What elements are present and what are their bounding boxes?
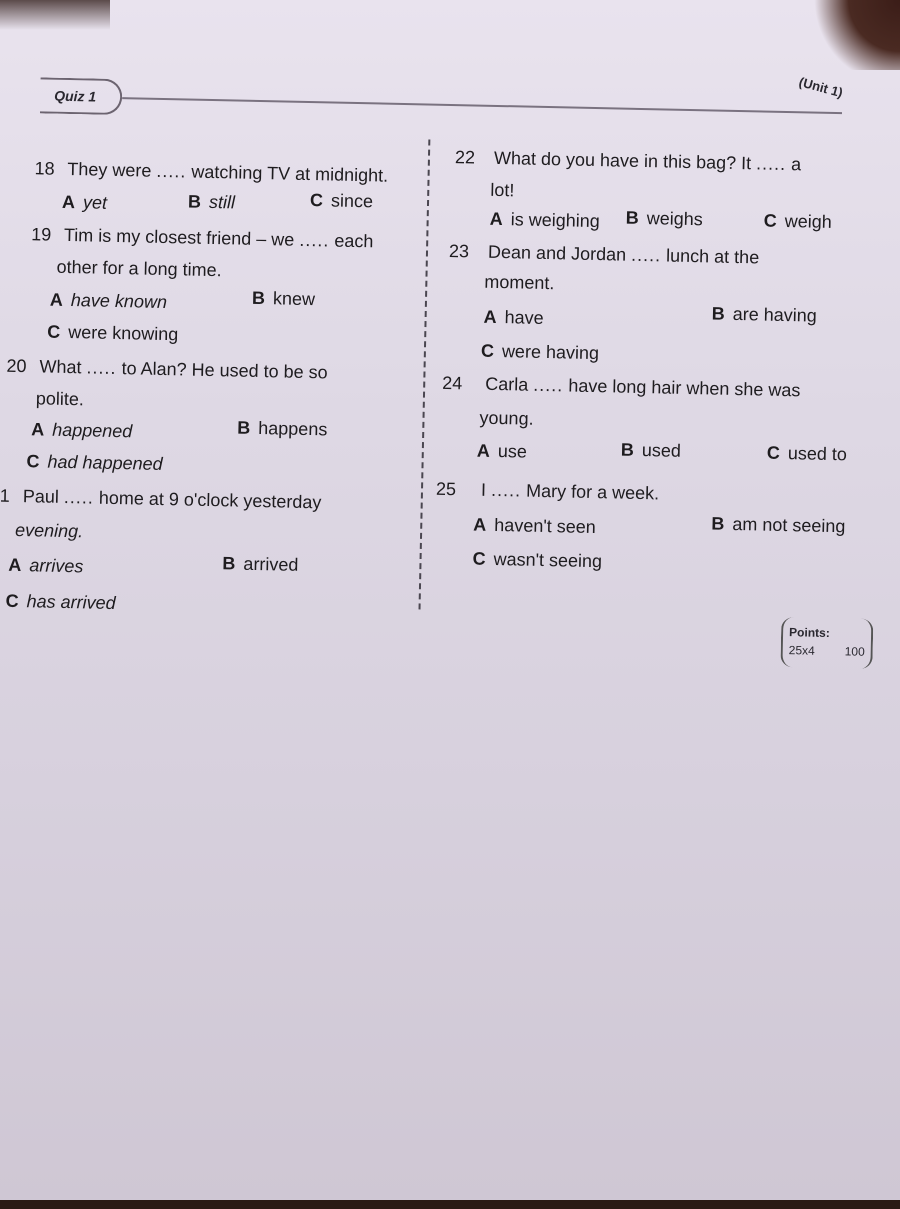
- question-number: 24: [442, 372, 463, 394]
- option-letter: A: [61, 191, 76, 213]
- option-letter: B: [625, 207, 639, 228]
- quiz-badge: [40, 77, 123, 115]
- option-19-a: [50, 290, 167, 313]
- question-21-continued: [15, 521, 83, 540]
- option-22-a: [489, 209, 599, 232]
- question-text: evening.: [14, 519, 84, 542]
- option-letter: B: [222, 553, 236, 574]
- option-23-a: [483, 307, 543, 329]
- option-20-b: [237, 418, 327, 441]
- blank-dots: .....: [755, 153, 787, 175]
- option-letter: A: [8, 554, 22, 576]
- blank-dots: .....: [156, 160, 187, 182]
- option-letter: C: [5, 590, 19, 612]
- question-text: I: [480, 479, 487, 500]
- option-text: are having: [732, 303, 818, 326]
- option-20-a: [31, 419, 133, 442]
- option-text: happened: [51, 419, 133, 442]
- question-18: [34, 159, 388, 184]
- option-letter: B: [251, 287, 266, 309]
- question-text: moment.: [484, 271, 555, 294]
- option-text: had happened: [47, 451, 163, 475]
- option-18-c: [310, 190, 373, 212]
- option-text: wasn't seeing: [493, 548, 603, 572]
- question-text: polite.: [35, 388, 85, 410]
- question-22-continued: [490, 181, 514, 199]
- question-text: Tim is my closest friend – we: [63, 224, 295, 250]
- question-text: lot!: [490, 179, 515, 201]
- option-text: used: [641, 440, 682, 461]
- question-23: [449, 242, 760, 266]
- question-number: 20: [6, 355, 27, 377]
- option-25-a: [473, 515, 596, 539]
- question-text: other for a long time.: [56, 256, 222, 281]
- option-24-b: [621, 440, 681, 462]
- option-text: haven't seen: [494, 514, 597, 538]
- question-text: watching TV at midnight.: [191, 161, 389, 186]
- option-text: have: [504, 307, 544, 328]
- unit-tag: (Unit 1): [797, 74, 845, 101]
- header-rule: [122, 97, 842, 114]
- option-23-b: [712, 303, 817, 326]
- option-text: weigh: [784, 210, 832, 232]
- option-letter: A: [483, 306, 497, 327]
- question-text: Carla: [485, 373, 529, 395]
- points-values: [789, 643, 865, 659]
- question-20-continued: [36, 389, 84, 408]
- question-22: [455, 148, 802, 173]
- option-text: yet: [82, 192, 108, 213]
- option-text: since: [330, 190, 374, 212]
- question-text: What: [39, 356, 82, 378]
- question-25: [436, 480, 659, 503]
- option-text: knew: [272, 288, 316, 310]
- option-text: arrives: [29, 555, 84, 577]
- blank-dots: .....: [533, 374, 564, 396]
- question-number: 18: [34, 158, 55, 179]
- question-text: lunch at the: [665, 245, 760, 268]
- question-text: have long hair when she was: [568, 375, 801, 401]
- option-letter: A: [476, 440, 491, 461]
- option-letter: B: [187, 191, 202, 212]
- option-text: were having: [501, 341, 600, 364]
- blank-dots: .....: [630, 244, 662, 266]
- option-18-b: [188, 191, 235, 213]
- option-19-b: [252, 288, 315, 310]
- points-label: Points:: [788, 625, 830, 641]
- option-letter: B: [620, 439, 635, 460]
- option-text: happens: [258, 418, 328, 440]
- blank-dots: .....: [63, 486, 95, 508]
- option-letter: C: [763, 210, 777, 231]
- question-text: Mary for a week.: [525, 480, 660, 504]
- option-letter: C: [47, 321, 61, 342]
- option-letter: B: [711, 513, 725, 534]
- question-21: [0, 487, 322, 512]
- option-text: were knowing: [68, 322, 179, 345]
- option-25-c: [472, 549, 602, 573]
- option-text: have known: [70, 290, 168, 313]
- option-22-b: [626, 208, 703, 231]
- option-letter: C: [766, 442, 781, 463]
- question-text: They were: [67, 158, 152, 181]
- option-18-a: [62, 192, 107, 214]
- option-letter: B: [237, 417, 251, 438]
- question-text: a: [790, 154, 802, 175]
- option-25-b: [711, 514, 845, 538]
- points-formula: 25x4: [788, 643, 815, 658]
- option-22-c: [764, 211, 832, 233]
- option-letter: A: [49, 289, 64, 310]
- option-text: still: [208, 191, 236, 213]
- question-text: to Alan? He used to be so: [121, 358, 328, 383]
- points-total: 100: [844, 644, 865, 659]
- option-text: arrived: [243, 553, 299, 575]
- question-number: 19: [31, 224, 52, 245]
- question-24-continued: [479, 409, 533, 428]
- question-text: young.: [479, 407, 534, 429]
- quiz-label: Quiz 1: [54, 87, 97, 105]
- question-20: [6, 357, 328, 382]
- option-letter: A: [473, 514, 487, 535]
- question-number: 1: [0, 485, 11, 506]
- option-23-c: [481, 341, 599, 364]
- column-divider: [419, 140, 431, 610]
- option-letter: C: [472, 548, 486, 569]
- question-number: 25: [435, 478, 457, 500]
- question-text: What do you have in this bag? It: [493, 147, 752, 174]
- option-21-c: [5, 591, 115, 614]
- blank-dots: .....: [299, 229, 330, 251]
- blank-dots: .....: [490, 479, 522, 501]
- option-20-c: [26, 451, 163, 475]
- question-number: 22: [454, 147, 476, 168]
- option-text: used to: [787, 443, 848, 465]
- question-text: each: [334, 230, 374, 252]
- option-text: weighs: [646, 208, 703, 230]
- question-number: 23: [448, 240, 470, 262]
- option-19-c: [47, 322, 178, 346]
- question-19-continued: [56, 258, 221, 279]
- question-24: [442, 374, 801, 399]
- question-text: Paul: [22, 486, 60, 507]
- option-letter: C: [26, 451, 40, 472]
- option-text: is weighing: [510, 209, 600, 232]
- option-text: use: [497, 441, 528, 462]
- option-letter: A: [489, 208, 503, 230]
- option-24-c: [767, 443, 847, 466]
- option-letter: C: [480, 340, 495, 361]
- option-21-b: [222, 553, 298, 576]
- option-text: has arrived: [26, 591, 116, 614]
- points-box: [780, 617, 873, 669]
- option-text: am not seeing: [732, 513, 846, 537]
- question-19: [31, 225, 373, 250]
- question-text: Dean and Jordan: [487, 241, 627, 265]
- option-letter: C: [309, 190, 324, 211]
- question-23-continued: [484, 273, 554, 292]
- question-text: home at 9 o'clock yesterday: [98, 487, 322, 513]
- option-letter: B: [711, 303, 725, 324]
- blank-dots: .....: [86, 357, 117, 379]
- option-24-a: [477, 441, 527, 463]
- option-21-a: [8, 555, 83, 578]
- option-letter: A: [30, 419, 45, 440]
